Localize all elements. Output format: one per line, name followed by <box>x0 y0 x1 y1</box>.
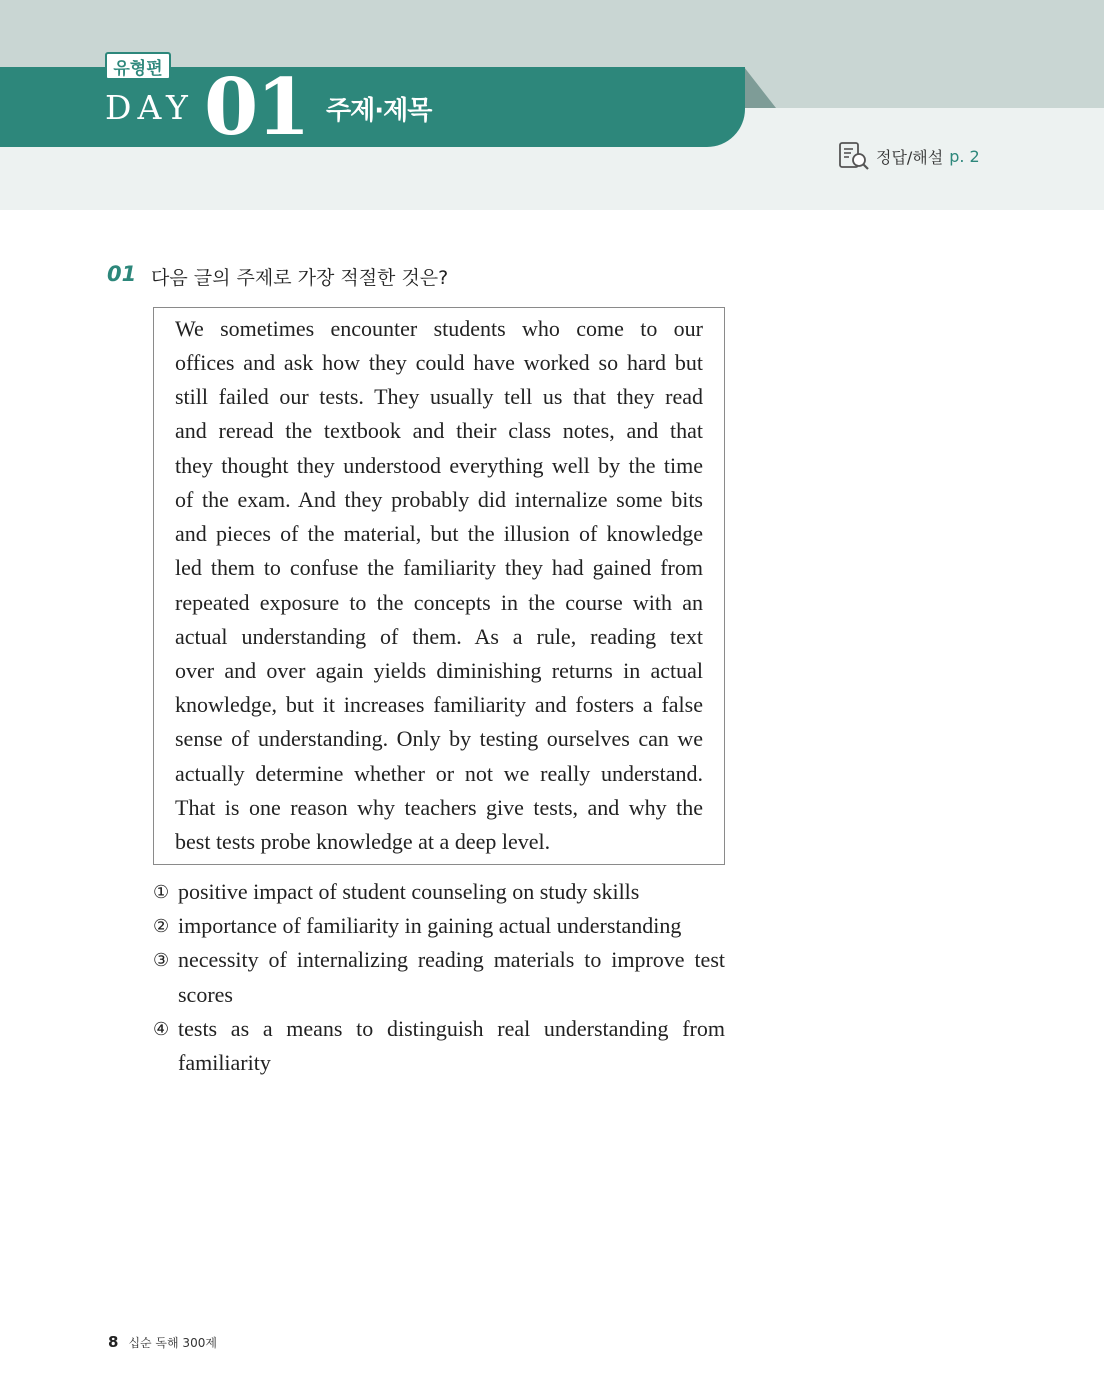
option-2-text: importance of familiarity in gaining actual understanding <box>178 913 682 938</box>
answer-reference <box>838 140 980 172</box>
question-number: 01 <box>107 262 137 286</box>
answer-page: p. 2 <box>949 146 980 166</box>
question-prompt: 다음 글의 주제로 가장 적절한 것은? <box>151 267 449 289</box>
passage-line: led them to confuse the familiarity they had gained from <box>175 555 703 580</box>
option-4-text: tests as a means to distinguish real understanding from <box>178 1016 725 1041</box>
topic-title: 주제·제목 <box>326 96 432 126</box>
passage-line: still failed our tests. They usually tell us that they read <box>175 384 703 409</box>
option-1-text: positive impact of student counseling on study skills <box>178 879 640 904</box>
option-1-mark: ① <box>153 882 170 903</box>
passage-line: and pieces of the material, but the illusion of knowledge <box>175 521 703 546</box>
passage-line: sense of understanding. Only by testing ourselves can we <box>175 726 703 751</box>
day-label: DAY <box>105 88 194 127</box>
option-3-text-cont: scores <box>178 982 233 1007</box>
option-3-text: necessity of internalizing reading materials to improve test <box>178 947 725 972</box>
page-number: 8 <box>108 1333 119 1351</box>
book-title: 십순 독해 300제 <box>128 1336 217 1350</box>
type-badge: 유형편 <box>105 52 171 80</box>
passage-line: best tests probe knowledge at a deep level. <box>175 829 551 854</box>
option-2-mark: ② <box>153 916 170 937</box>
passage-line: knowledge, but it increases familiarity and fosters a false <box>175 692 703 717</box>
document-search-icon <box>838 140 870 172</box>
passage-line: over and over again yields diminishing returns in actual <box>175 658 703 683</box>
passage-line: repeated exposure to the concepts in the course with an <box>175 590 703 615</box>
passage-line: and reread the textbook and their class notes, and that <box>175 418 703 443</box>
passage-line: offices and ask how they could have worked so hard but <box>175 350 703 375</box>
answer-label: 정답/해설 <box>876 147 944 167</box>
passage-line: That is one reason why teachers give tests, and why the <box>175 795 703 820</box>
passage-line: of the exam. And they probably did internalize some bits <box>175 487 703 512</box>
passage-line: actual understanding of them. As a rule, reading text <box>175 624 703 649</box>
passage-line: actually determine whether or not we really understand. <box>175 761 703 786</box>
passage-line: they thought they understood everything well by the time <box>175 453 703 478</box>
passage-line: We sometimes encounter students who come to our <box>175 316 703 341</box>
option-3-mark: ③ <box>153 950 170 971</box>
option-4-text-cont: familiarity <box>178 1050 271 1075</box>
page-footer <box>108 1333 217 1351</box>
day-number: 01 <box>204 62 309 153</box>
option-4-mark: ④ <box>153 1019 170 1040</box>
